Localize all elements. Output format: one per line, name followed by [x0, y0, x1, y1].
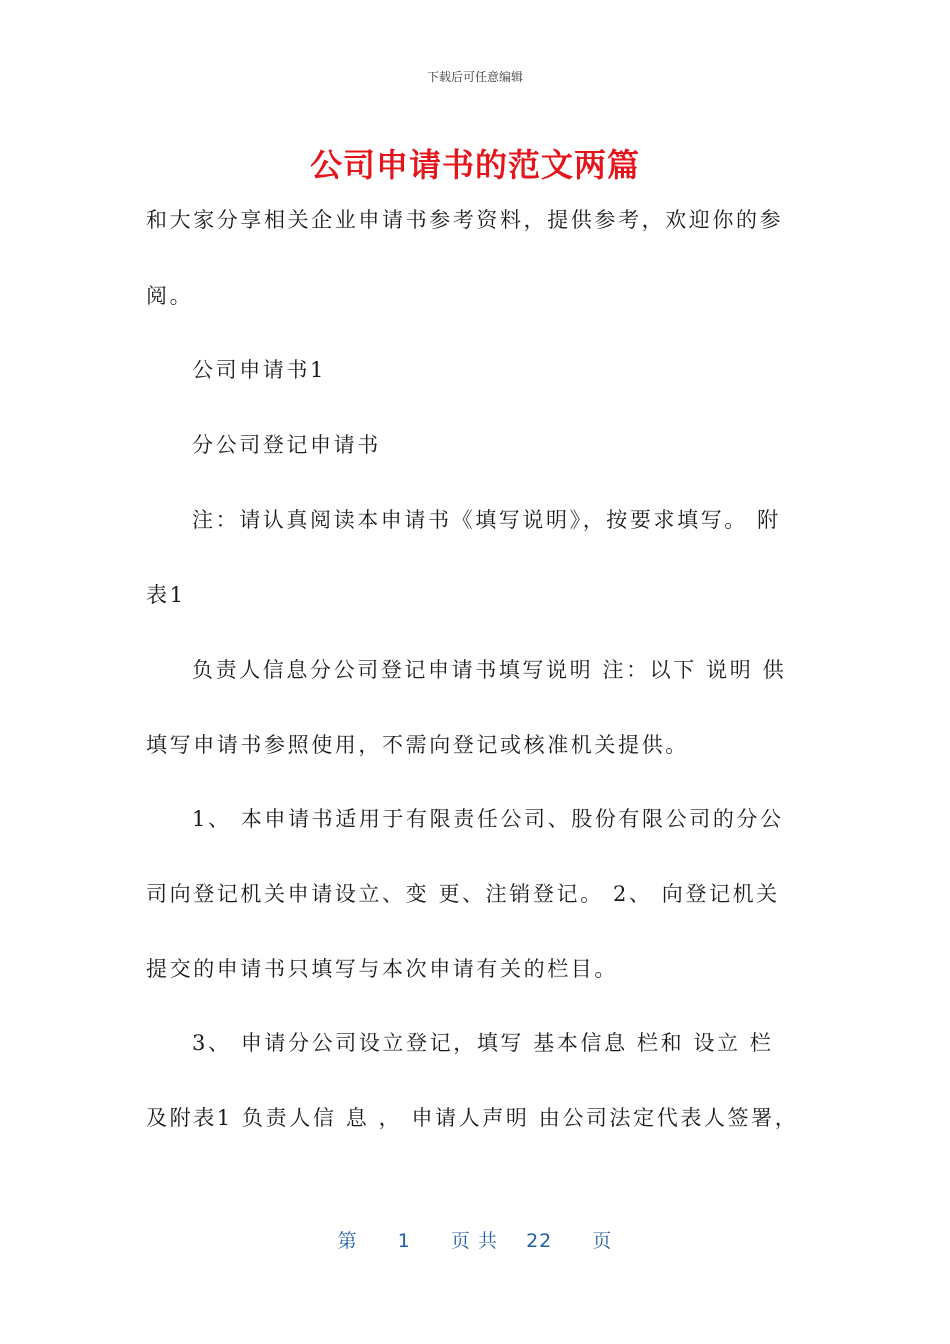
document-title: 公司申请书的范文两篇 [309, 146, 640, 184]
paragraph-line: 司向登记机关申请设立、变 更、注销登记。 2、 向登记机关 [146, 882, 780, 906]
paragraph-line: 负责人信息分公司登记申请书填写说明 注：以下 说明 供 [192, 658, 787, 682]
paragraph-line: 1、 本申请书适用于有限责任公司、股份有限公司的分公 [192, 807, 784, 831]
paragraph-line: 提交的申请书只填写与本次申请有关的栏目。 [146, 957, 618, 981]
paragraph-line: 及附表1 负责人信 息 ， 申请人声明 由公司法定代表人签署， [146, 1106, 799, 1130]
footer-middle: 页 共 [450, 1230, 498, 1252]
paragraph-line: 和大家分享相关企业申请书参考资料，提供参考，欢迎你的参 [146, 208, 784, 232]
section-subheading: 分公司登记申请书 [192, 433, 381, 457]
paragraph-line: 3、 申请分公司设立登记，填写 基本信息 栏和 设立 栏 [192, 1031, 774, 1055]
paragraph-line: 注：请认真阅读本申请书《填写说明》，按要求填写。 附 [192, 508, 781, 532]
current-page-number: 1 [397, 1230, 411, 1252]
footer-suffix: 页 [592, 1230, 613, 1252]
paragraph-line: 阅。 [146, 284, 194, 308]
page-footer [0, 1226, 950, 1253]
total-page-count: 22 [526, 1230, 553, 1252]
footer-prefix: 第 [337, 1230, 358, 1252]
paragraph-line: 表1 [146, 583, 186, 607]
section-heading: 公司申请书1 [192, 358, 326, 382]
paragraph-line: 填写申请书参照使用，不需向登记或核准机关提供。 [146, 733, 689, 757]
header-note: 下载后可任意编辑 [426, 70, 523, 84]
